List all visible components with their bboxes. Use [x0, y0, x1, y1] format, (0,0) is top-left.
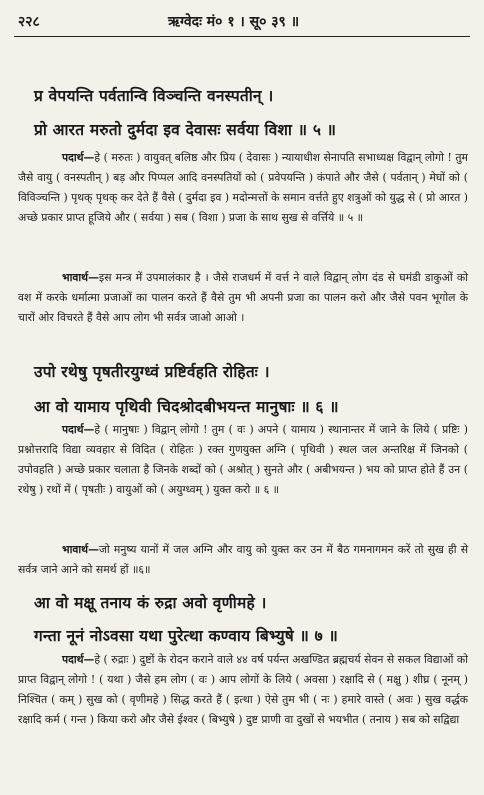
commentary-paragraph	[18, 540, 468, 580]
commentary-label: पदार्थ—	[62, 423, 95, 436]
commentary-label: भावार्थ—	[62, 271, 99, 284]
commentary-paragraph	[18, 268, 468, 348]
header-rule	[14, 36, 470, 37]
verse-line: आ वो यामाय पृथिवी चिदश्रोदबीभयन्त मानुषाः ॥ ६ ॥	[34, 397, 339, 416]
verse-line: गन्ता नूनं नोऽवसा यथा पुरेत्था कण्वाय बिभ्युषे ॥ ७ ॥	[34, 626, 338, 645]
verse-line: प्रो आरत मरुतो दुर्मदा इव देवासः सर्वया विशा ॥ ५ ॥	[34, 120, 337, 139]
commentary-label: भावार्थ—	[62, 543, 99, 556]
running-title: ऋग्वेदः मं० १ । सू० ३९ ॥	[168, 14, 300, 30]
commentary-text: हे ( मानुषाः ) विद्वान् लोगो ! तुम ( वः ) अपने ( यामाय ) स्थानान्तर में जाने के लिये ( प्रष्टिः ) प्रश्नोत्तरादि विद्या व्यवहार से विदित ( रोहितः ) रक्त गुणयुक्त अग्नि ( पृथिवी ) स्थल जल अन्तरिक्ष में जिनको ( उपोवहति ) अच्छे प्रकार चलाता है जिनके शब्दों को ( अश्रोत् ) सुनते और ( अबीभयन्त ) भय को प्राप्त होते हैं उन ( रथेषु ) रथों में ( पृषतीः ) वायुओं को ( अयुग्ध्वम् ) युक्त करो ॥ ६ ॥	[18, 423, 468, 496]
commentary-paragraph	[18, 650, 468, 792]
commentary-paragraph	[18, 420, 468, 540]
commentary-label: पदार्थ—	[62, 151, 95, 164]
commentary-paragraph	[18, 148, 468, 268]
commentary-text: हे ( रुद्राः ) दुष्टों के रोदन कराने वाले ४४ वर्ष पर्यन्त अखण्डित ब्रह्मचर्य सेवन से सकल विद्याओं को प्राप्त विद्वान् लोगो ! ( यथा ) जैसे हम लोग ( वः ) आप लोगों के लिये ( अवसा ) रक्षादि से ( मक्षु ) शीघ्र ( नूनम् ) निश्चित ( कम् ) सुख को ( वृणीमहे ) सिद्ध करते हैं ( इत्था ) ऐसे तुम भी ( नः ) हमारे वास्ते ( अवः ) सुख वर्द्धक रक्षादि कर्म ( गन्त ) किया करो और जैसे ईश्वर ( बिभ्युषे ) दुष्ट प्राणी वा दुखों से भयभीत ( तनाय ) सब को सद्विद्या	[18, 653, 468, 726]
page-header	[18, 10, 468, 34]
verse-line: उपो रथेषु पृषतीरयुग्ध्वं प्रष्टिर्वहति रोहितः ।	[34, 362, 270, 381]
commentary-label: पदार्थ—	[62, 653, 95, 666]
page-number: २२८	[18, 14, 40, 30]
commentary-text: हे ( मरुतः ) वायुवत् बलिष्ठ और प्रिय ( देवासः ) न्यायाधीश सेनापति सभाध्यक्ष विद्वान् लोगो ! तुम जैसे वायु ( वनस्पतीन् ) बड़ और पिप्पल आदि वनस्पतियों को ( प्रवेपयन्ति ) कंपाते और जैसे ( पर्वतान् ) मेघों को ( विविञ्चन्ति ) पृथक् पृथक् कर देते हैं वैसे ( दुर्मदा इव ) मदोन्मत्तों के समान वर्त्तते हुए शत्रुओं को युद्ध से ( प्रो आरत ) अच्छे प्रकार प्राप्त हूजिये और ( सर्वया ) सब ( विशा ) प्रजा के साथ सुख से वर्त्तिये ॥ ५ ॥	[18, 151, 468, 224]
commentary-text: इस मन्त्र में उपमालंकार है । जैसे राजधर्म में वर्त्त ने वाले विद्वान् लोग दंड से घमंडी डाकुओं को वश में करके धर्मात्मा प्रजाओं का पालन करते हैं वैसे तुम भी अपनी प्रजा का पालन करो और जैसे पवन भूगोल के चारों ओर विचरते हैं वैसे आप लोग भी सर्वत्र जाओ आओ ।	[18, 271, 468, 324]
verse-line: प्र वेपयन्ति पर्वतान्वि विञ्चन्ति वनस्पतीन् ।	[34, 86, 274, 105]
commentary-text: जो मनुष्य यानों में जल अग्नि और वायु को युक्त कर उन में बैठ गमनागमन करें तो सुख ही से सर्वत्र जाने आने को समर्थ हों ॥६॥	[18, 543, 468, 576]
verse-line: आ वो मक्षू तनाय कं रुद्रा अवो वृणीमहे ।	[34, 593, 267, 612]
